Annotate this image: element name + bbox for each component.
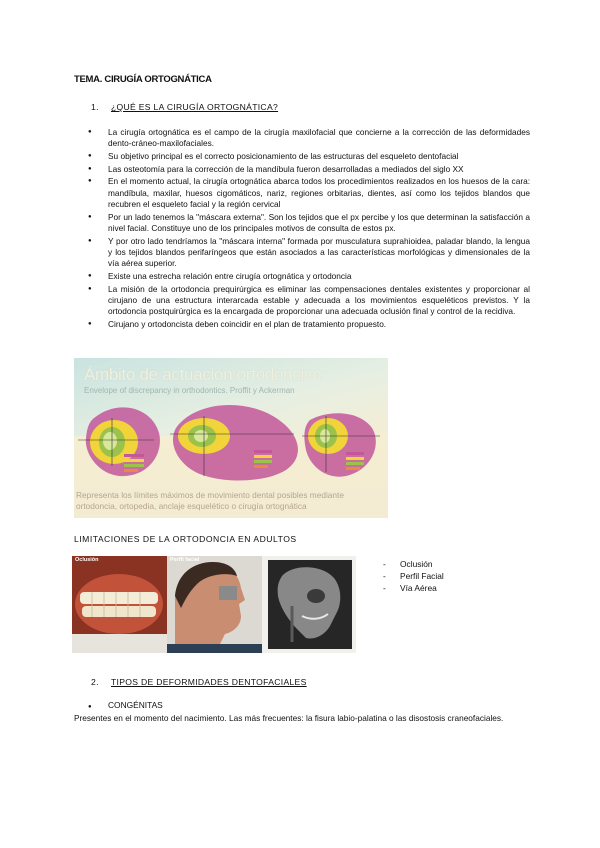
bullet-item: ● Por un lado tenemos la "máscara externa". Son los tejidos que el px percibe y los que determinan la satisfacción a nivel facial. Constituye uno de los principales motivos de consulta de estos px.	[88, 212, 530, 235]
figure-subtitle: Envelope of discrepancy in orthodontics. Proffit y Ackerman	[84, 386, 295, 395]
face-profile-image	[167, 556, 262, 653]
section-1-number: 1.	[91, 102, 99, 112]
subsection-congenitas	[88, 700, 163, 710]
bullet-item: ● La misión de la ortodoncia prequirúrgica es eliminar las compensaciones dentales existentes y proporcionar al cirujano de una estructura interarcada estable y adecuada a los movimientos esqueléticos previstos. Y la ortodoncia postquirúrgica es la encargada de proporcionar una adecuada oclusión final y control de la recidiva.	[88, 284, 530, 318]
bullet-item: ● La cirugía ortognática es el campo de la cirugía maxilofacial que concierne a la corrección de las deformidades dento-cráneo-maxilofaciales.	[88, 127, 530, 150]
limitations-heading: LIMITACIONES DE LA ORTODONCIA EN ADULTOS	[74, 534, 297, 544]
bullet-item: ● Las osteotomía para la corrección de la mandíbula fueron desarrolladas a mediados del siglo XX	[88, 164, 530, 175]
document-title: TEMA. CIRUGÍA ORTOGNÁTICA	[74, 74, 212, 85]
bullet-item: ● Su objetivo principal es el correcto posicionamiento de las estructuras del esqueleto dentofacial	[88, 151, 530, 162]
skull-xray-image	[262, 556, 356, 653]
section-2-number: 2.	[91, 677, 99, 687]
bullet-list	[88, 127, 530, 332]
envelope-diagram-mandible	[170, 405, 298, 480]
limitations-list-item: - Vía Aérea	[383, 582, 444, 594]
profile-photo-label: Perfil facial	[170, 557, 200, 563]
congenital-paragraph: Presentes en el momento del nacimiento. Las más frecuentes: la fisura labio-palatina o las disostosis craneofaciales.	[74, 713, 504, 723]
section-2-heading	[91, 677, 307, 687]
section-1-title: ¿QUÉ ES LA CIRUGÍA ORTOGNÁTICA?	[111, 102, 279, 112]
section-1-heading	[91, 102, 278, 112]
figure-title: Ámbito de actuación ortodóncico	[84, 365, 322, 384]
bullet-item: ● Existe una estrecha relación entre cirugía ortognática y ortodoncia	[88, 271, 530, 282]
teeth-image	[72, 556, 167, 653]
envelope-diagram-chin	[302, 413, 380, 476]
figure-caption: Representa los límites máximos de movimiento dental posibles mediante ortodoncia, ortopedia, anclaje esquelético o cirugía ortognática	[76, 490, 344, 511]
occlusion-photo	[72, 556, 167, 653]
limitations-photos	[72, 556, 356, 653]
limitations-list	[383, 558, 444, 594]
limitations-list-item: - Perfil Facial	[383, 570, 444, 582]
bullet-dot: ●	[88, 704, 92, 710]
subsection-title: CONGÉNITAS	[108, 700, 163, 710]
limitations-list-item: - Oclusión	[383, 558, 444, 570]
bullet-item: ● En el momento actual, la cirugía ortognática abarca todos los procedimientos realizados en los huesos de la cara: mandíbula, maxilar, huesos cigomáticos, nariz, regiones orbitarias, dientes, así como los tejidos blandos que recubren el esqueleto facial y la región cervical	[88, 176, 530, 210]
bullet-item: ● Cirujano y ortodoncista deben coincidir en el plan de tratamiento propuesto.	[88, 319, 530, 330]
envelope-of-discrepancy-figure	[74, 358, 388, 518]
section-2-title: TIPOS DE DEFORMIDADES DENTOFACIALES	[111, 677, 307, 687]
envelope-diagram-maxilla	[78, 407, 160, 476]
occlusion-photo-label: Oclusión	[75, 557, 99, 563]
profile-photo	[167, 556, 262, 653]
bullet-item: ● Y por otro lado tendríamos la "máscara interna" formada por musculatura suprahioidea, paladar blando, la lengua y los tejidos blandos perifaríngeos que están asociados a las características morfológicas y dimensionales de la vía aérea superior.	[88, 236, 530, 270]
airway-xray	[262, 556, 356, 653]
